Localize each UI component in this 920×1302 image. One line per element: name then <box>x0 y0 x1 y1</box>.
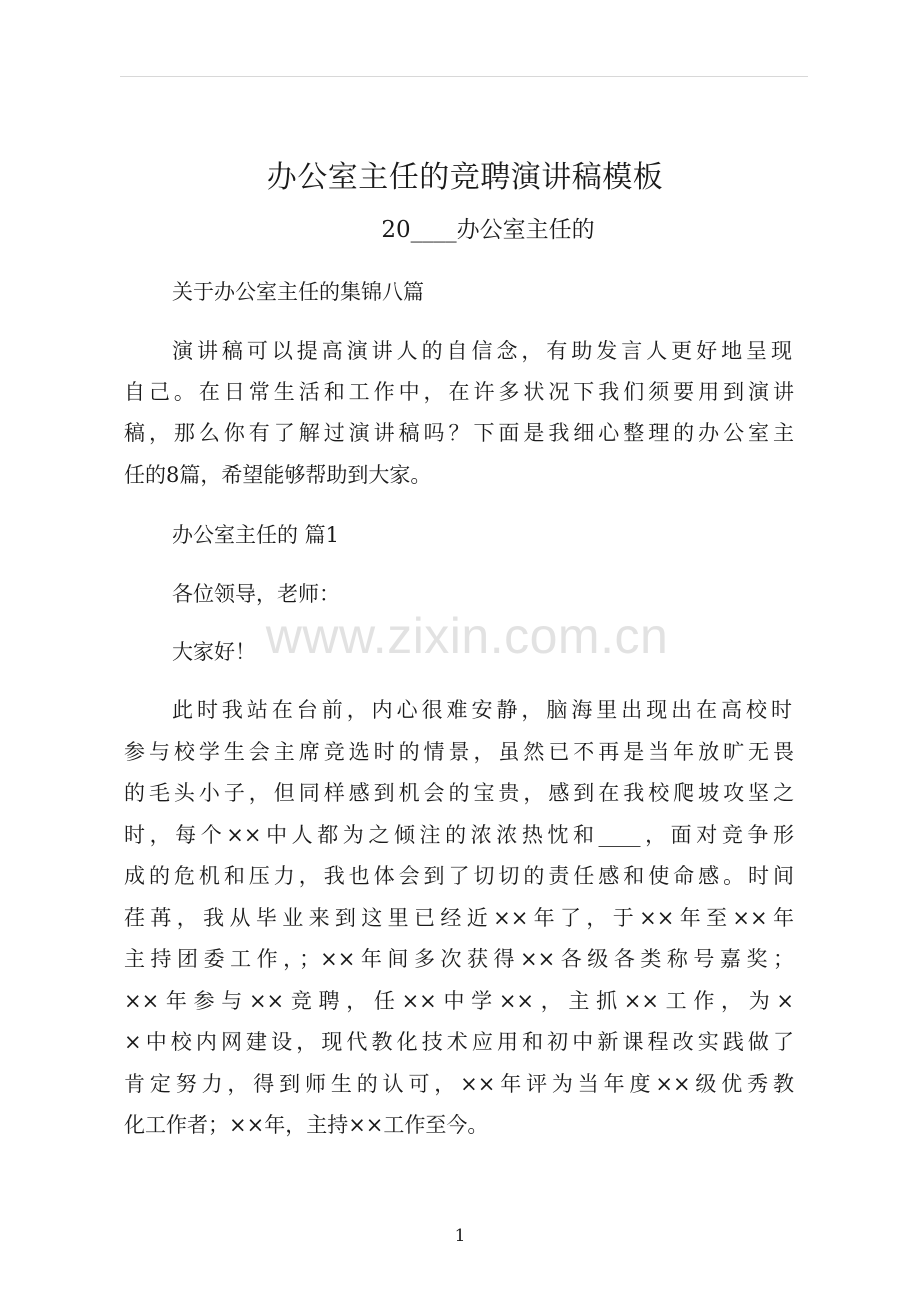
watermark: www.zixin.com.cn <box>265 608 669 664</box>
body-line: ×中校内网建设，现代教化技术应用和初中新课程改实践做了 <box>124 1030 794 1054</box>
intro-line: 稿，那么你有了解过演讲稿吗？下面是我细心整理的办公室主 <box>124 421 794 445</box>
section-heading-part-1: 办公室主任的 篇1 <box>172 523 340 547</box>
intro-line: 演讲稿可以提高演讲人的自信念，有助发言人更好地呈现 <box>172 339 792 363</box>
section-heading-intro: 关于办公室主任的集锦八篇 <box>172 280 424 304</box>
body-line: 的毛头小子，但同样感到机会的宝贵，感到在我校爬坡攻坚之 <box>124 781 794 805</box>
body-line: 主持团委工作，；××年间多次获得××各级各类称号嘉奖； <box>124 947 794 971</box>
page-number: 1 <box>454 1226 466 1246</box>
body-line: ××年参与××竞聘，任××中学××，主抓××工作，为× <box>124 989 794 1013</box>
body-line: 时，每个××中人都为之倾注的浓浓热忱和____，面对竞争形 <box>124 823 794 847</box>
header-rule <box>120 76 808 77</box>
salutation: 各位领导，老师： <box>172 582 340 606</box>
body-line: 成的危机和压力，我也体会到了切切的责任感和使命感。时间 <box>124 864 794 888</box>
body-line: 参与校学生会主席竞选时的情景，虽然已不再是当年放旷无畏 <box>124 740 794 764</box>
intro-line: 自己。在日常生活和工作中，在许多状况下我们须要用到演讲 <box>124 380 794 404</box>
body-line: 荏苒，我从毕业来到这里已经近××年了，于××年至××年 <box>124 906 794 930</box>
body-line: 化工作者；××年，主持××工作至今。 <box>124 1113 489 1137</box>
document-title: 办公室主任的竞聘演讲稿模板 <box>266 160 664 195</box>
intro-line: 任的8篇，希望能够帮助到大家。 <box>124 463 432 487</box>
body-line: 此时我站在台前，内心很难安静，脑海里出现出在高校时 <box>172 698 792 722</box>
body-line: 肯定努力，得到师生的认可，××年评为当年度××级优秀教 <box>124 1072 794 1096</box>
document-subtitle: 20____办公室主任的 <box>381 217 595 243</box>
greeting: 大家好！ <box>172 640 256 664</box>
